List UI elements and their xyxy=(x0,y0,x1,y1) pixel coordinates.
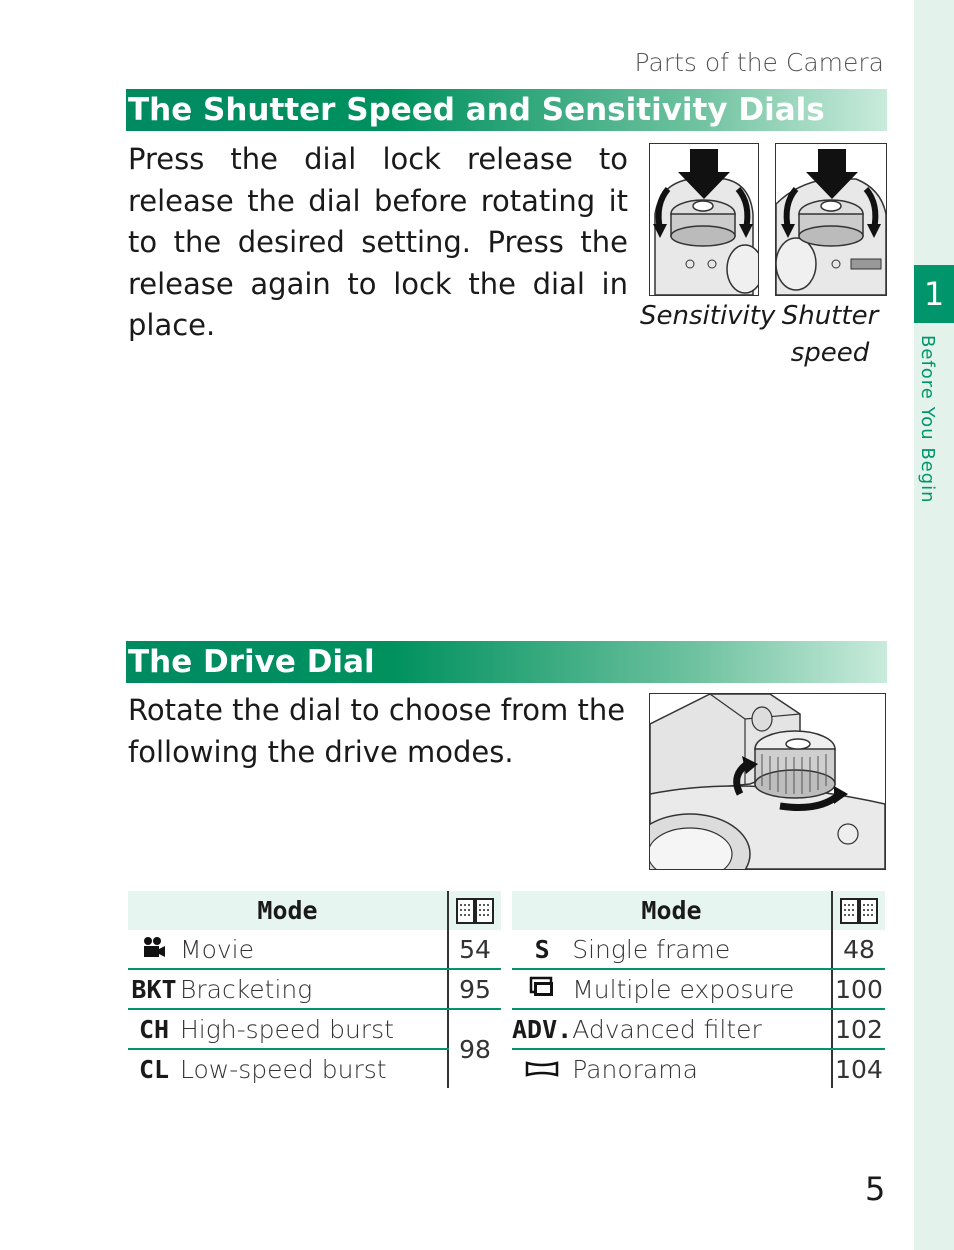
bkt-icon: BKT xyxy=(128,969,180,1009)
table-row xyxy=(128,1049,501,1088)
table-header-page xyxy=(448,891,501,930)
table-row xyxy=(512,969,885,1009)
book-icon xyxy=(839,896,879,926)
table-row xyxy=(512,930,885,969)
table-row xyxy=(128,930,501,969)
page-ref[interactable]: 100 xyxy=(832,969,885,1009)
chapter-side-tab xyxy=(914,0,954,1250)
table-header-mode: Mode xyxy=(512,891,832,930)
mode-label: Low-speed burst xyxy=(180,1054,387,1084)
table-header-mode: Mode xyxy=(128,891,448,930)
adv-icon: ADV. xyxy=(512,1009,572,1049)
section-heading-dials: The Shutter Speed and Sensitivity Dials xyxy=(126,89,887,131)
mode-label: Advanced filter xyxy=(572,1009,832,1049)
section-body-dials: Press the dial lock release to release the dial before rotating it to the desired setting. Press the release again to lock the dial in place. xyxy=(128,142,628,342)
s-icon: S xyxy=(512,930,572,969)
page-ref[interactable]: 54 xyxy=(448,930,501,969)
page-ref[interactable]: 48 xyxy=(832,930,885,969)
page-ref[interactable]: 98 xyxy=(448,1009,501,1088)
mode-label: Bracketing xyxy=(180,969,448,1009)
drive-mode-table-right xyxy=(512,891,885,1088)
mode-label: Single frame xyxy=(572,930,832,969)
table-row xyxy=(128,969,501,1009)
cl-icon: CL xyxy=(138,1054,170,1084)
mode-label: Panorama xyxy=(572,1054,698,1084)
mode-label: Movie xyxy=(180,930,448,969)
drive-mode-table-left xyxy=(128,891,501,1088)
sensitivity-dial-illustration xyxy=(649,143,759,296)
table-row xyxy=(512,1049,885,1088)
chapter-number[interactable]: 1 xyxy=(914,265,954,323)
book-icon xyxy=(455,896,495,926)
page-number: 5 xyxy=(865,1170,886,1208)
section-heading-drive-dial: The Drive Dial xyxy=(126,641,887,683)
ch-icon: CH xyxy=(128,1009,180,1049)
page-ref[interactable]: 102 xyxy=(832,1009,885,1049)
shutter-dial-illustration xyxy=(775,143,887,296)
section-body-drive-dial: Rotate the dial to choose from the following the drive modes. xyxy=(128,693,626,769)
page-ref[interactable]: 95 xyxy=(448,969,501,1009)
caption-shutter-speed: Shutter speed xyxy=(781,301,879,368)
table-header-page xyxy=(832,891,885,930)
mode-label: Multiple exposure xyxy=(572,969,832,1009)
panorama-icon xyxy=(512,1049,572,1088)
page-ref[interactable]: 104 xyxy=(832,1049,885,1088)
table-row xyxy=(128,1009,501,1049)
multiple-exposure-icon xyxy=(512,969,572,1009)
drive-dial-illustration xyxy=(649,693,886,870)
chapter-title[interactable]: Before You Begin xyxy=(917,335,938,504)
running-head: Parts of the Camera xyxy=(634,48,884,77)
movie-icon xyxy=(128,930,180,969)
caption-sensitivity: Sensitivity xyxy=(640,301,776,331)
mode-label: High-speed burst xyxy=(180,1009,448,1049)
table-row xyxy=(512,1009,885,1049)
